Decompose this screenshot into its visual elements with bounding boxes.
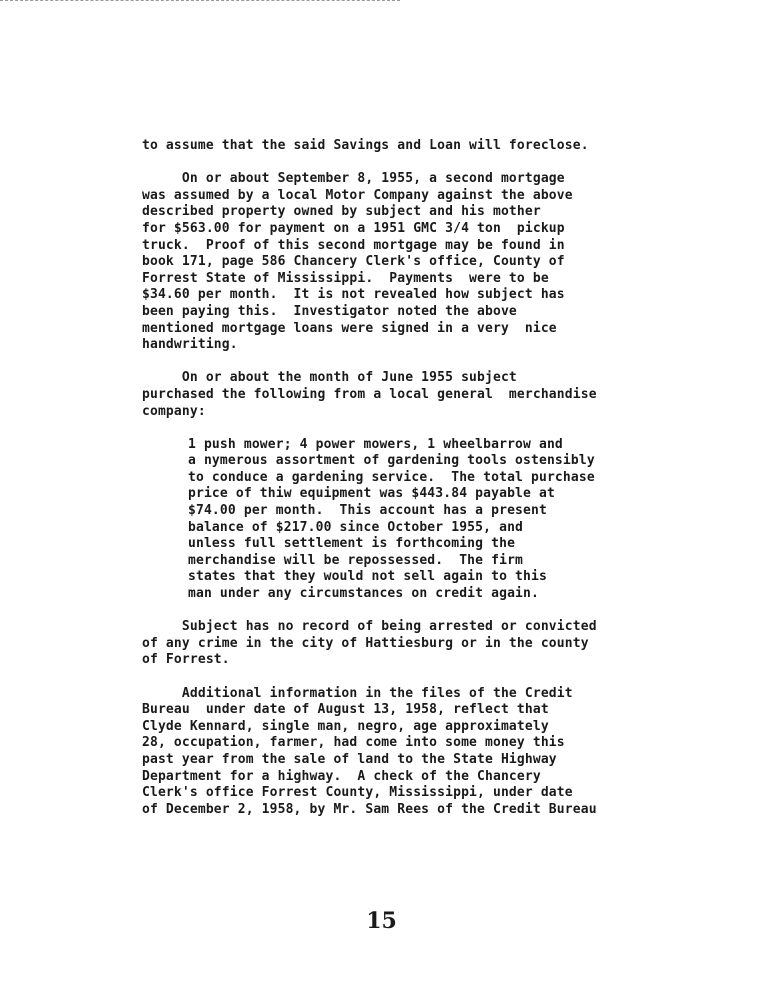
paragraph-foreclosure xyxy=(142,138,682,155)
text-line: company: xyxy=(142,403,206,419)
text-line: of any crime in the city of Hattiesburg or in the county xyxy=(142,635,589,651)
paragraph-merchandise-purchase xyxy=(142,370,682,420)
text-line: 1 push mower; 4 power mowers, 1 wheelbarrow and xyxy=(188,436,563,452)
text-line: described property owned by subject and his mother xyxy=(142,204,541,220)
text-line: of December 2, 1958, by Mr. Sam Rees of the Credit Bureau xyxy=(142,801,597,817)
text-line: unless full settlement is forthcoming the xyxy=(188,536,516,552)
text-line: Additional information in the files of the Credit xyxy=(142,685,573,701)
text-line: Subject has no record of being arrested or convicted xyxy=(142,619,597,635)
paragraph-no-record xyxy=(142,619,682,669)
text-line: Clyde Kennard, single man, negro, age approximately xyxy=(142,718,549,734)
text-line: mentioned mortgage loans were signed in a very nice xyxy=(142,320,557,336)
text-line: 28, occupation, farmer, had come into some money this xyxy=(142,735,565,751)
text-line: states that they would not sell again to this xyxy=(188,569,547,585)
text-line: was assumed by a local Motor Company against the above xyxy=(142,187,573,203)
paragraph-spacer xyxy=(142,155,682,172)
text-line: man under any circumstances on credit again. xyxy=(188,586,539,602)
paragraph-credit-bureau xyxy=(142,686,682,819)
paragraph-spacer xyxy=(142,603,682,620)
text-line: price of thiw equipment was $443.84 payable at xyxy=(188,486,555,502)
paragraph-equipment-list xyxy=(142,437,682,603)
text-line: of Forrest. xyxy=(142,652,230,668)
text-line: merchandise will be repossessed. The firm xyxy=(188,552,524,568)
text-line: $74.00 per month. This account has a present xyxy=(188,503,547,519)
text-line: to conduce a gardening service. The total purchase xyxy=(188,469,595,485)
text-line: Bureau under date of August 13, 1958, reflect that xyxy=(142,702,549,718)
paragraph-spacer xyxy=(142,669,682,686)
paragraph-second-mortgage xyxy=(142,171,682,354)
text-line: balance of $217.00 since October 1955, and xyxy=(188,519,524,535)
text-line: Clerk's office Forrest County, Mississippi, under date xyxy=(142,785,573,801)
top-dashed-rule xyxy=(0,0,400,1)
text-line: for $563.00 for payment on a 1951 GMC 3/4 ton pickup xyxy=(142,220,565,236)
text-line: truck. Proof of this second mortgage may be found in xyxy=(142,237,565,253)
text-line: a nymerous assortment of gardening tools ostensibly xyxy=(188,453,595,469)
text-line: purchased the following from a local general merchandise xyxy=(142,386,597,402)
paragraph-spacer xyxy=(142,420,682,437)
text-line: Forrest State of Mississippi. Payments were to be xyxy=(142,270,549,286)
text-line: past year from the sale of land to the State Highway xyxy=(142,751,557,767)
text-line: On or about September 8, 1955, a second mortgage xyxy=(142,171,565,187)
text-line: been paying this. Investigator noted the above xyxy=(142,303,517,319)
text-line: book 171, page 586 Chancery Clerk's office, County of xyxy=(142,254,565,270)
text-line: handwriting. xyxy=(142,337,238,353)
paragraph-spacer xyxy=(142,354,682,371)
typed-page-body xyxy=(142,138,682,818)
text-line: to assume that the said Savings and Loan will foreclose. xyxy=(142,138,589,153)
page-number: 15 xyxy=(366,908,397,934)
text-line: $34.60 per month. It is not revealed how subject has xyxy=(142,287,565,303)
text-line: On or about the month of June 1955 subject xyxy=(142,370,517,386)
text-line: Department for a highway. A check of the Chancery xyxy=(142,768,541,784)
